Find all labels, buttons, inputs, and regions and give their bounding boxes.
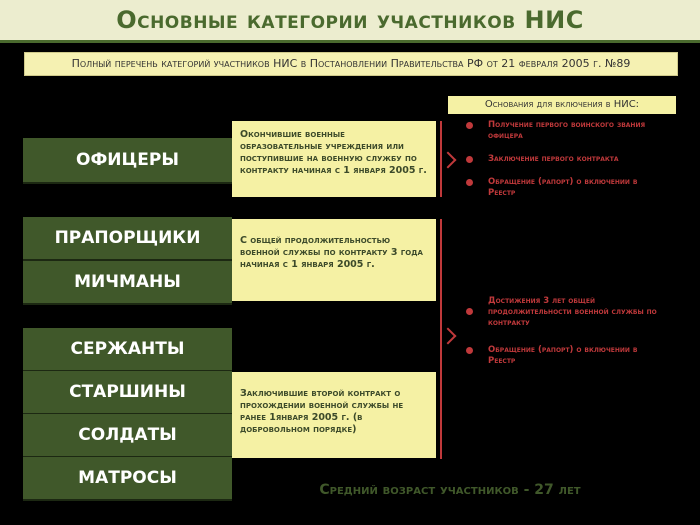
condition-officers: Окончившие военные образовательные учреждения или поступившие на военную службу по контракту начиная с 1 января 2005 г. <box>232 121 436 197</box>
condition-praporshchiki-michmany: С общей продолжительностью военной службы по контракту 3 года начиная с 1 января 2005 г. <box>232 219 436 301</box>
basis-list-2 <box>466 296 666 379</box>
title-band <box>0 0 700 43</box>
basis-header: Основания для включения в НИС: <box>448 96 676 114</box>
subtitle-banner: Полный перечень категорий участников НИС в Постановлении Правительства РФ от 21 февраля 2005 г. №89 <box>24 52 678 76</box>
list-item: Получение первого воинского звания офицера <box>466 120 666 142</box>
footer-average-age: Средний возраст участников - 27 лет <box>319 482 581 498</box>
list-item: Обращение (рапорт) о включении в Реестр <box>466 345 666 367</box>
category-starshiny: СТАРШИНЫ <box>23 371 232 415</box>
bullet-icon <box>466 179 473 186</box>
page-title: Основные категории участников НИС <box>116 6 584 34</box>
condition-enlisted: Заключившие второй контракт о прохождении военной службы не ранее 1января 2005 г. (в добровольном порядке) <box>232 372 436 458</box>
list-item: Достижения 3 лет общей продолжительности военной службы по контракту <box>466 296 666 329</box>
list-item: Обращение (рапорт) о включении в Реестр <box>466 177 666 199</box>
list-item: Заключение первого контракта <box>466 154 666 165</box>
category-matrosy: МАТРОСЫ <box>23 457 232 501</box>
bullet-icon <box>466 122 473 129</box>
bullet-icon <box>466 347 473 354</box>
category-praporshchiki: ПРАПОРЩИКИ <box>23 217 232 261</box>
category-officers: ОФИЦЕРЫ <box>23 138 232 184</box>
bullet-icon <box>466 156 473 163</box>
basis-list-1 <box>466 120 666 211</box>
category-serzhanty: СЕРЖАНТЫ <box>23 328 232 372</box>
category-soldaty: СОЛДАТЫ <box>23 414 232 458</box>
bullet-icon <box>466 308 473 315</box>
category-michmany: МИЧМАНЫ <box>23 261 232 305</box>
